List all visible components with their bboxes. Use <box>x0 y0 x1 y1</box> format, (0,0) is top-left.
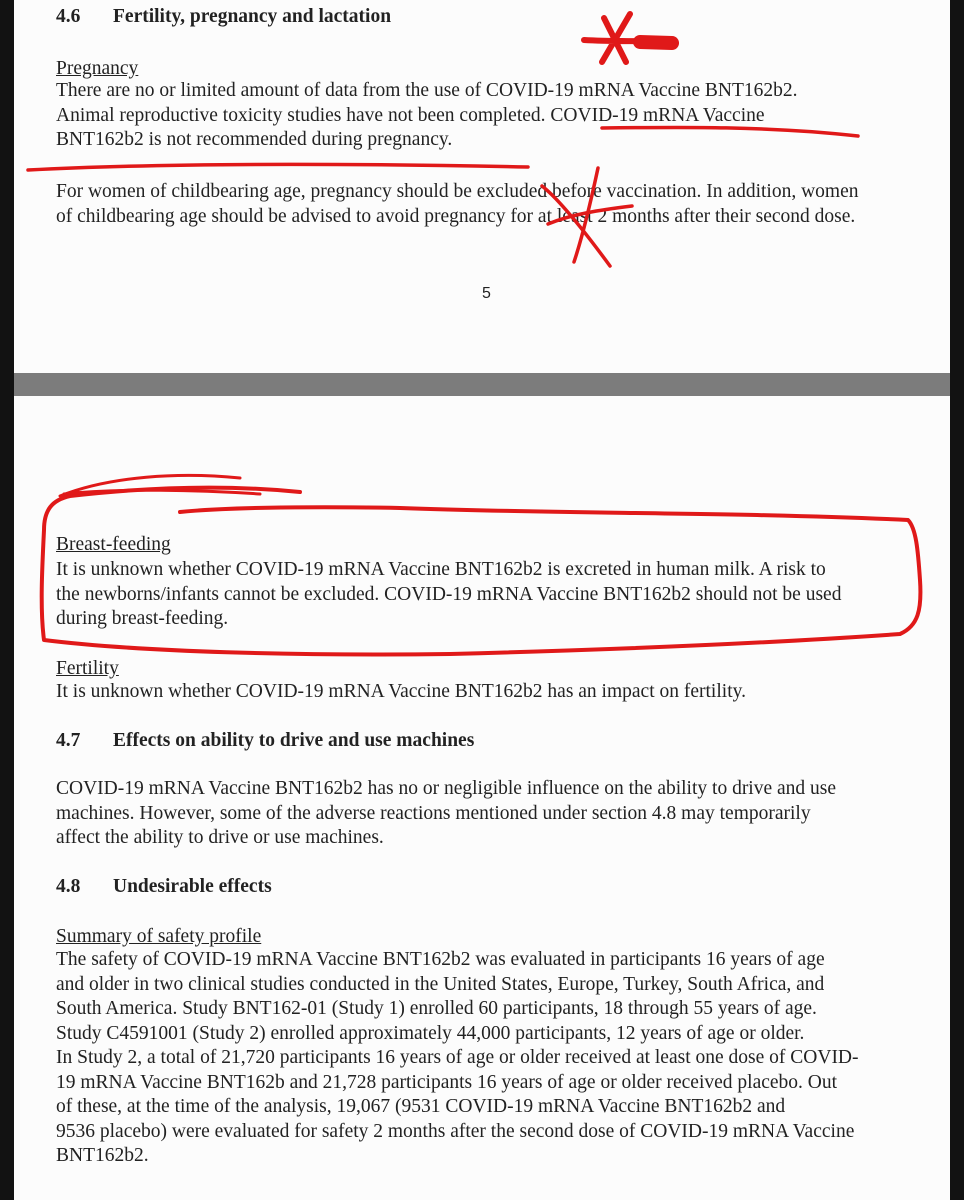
safety-profile-paragraph <box>56 948 941 1169</box>
text-line: In Study 2, a total of 21,720 participants 16 years of age or older received at least one dose of COVID- <box>56 1047 859 1068</box>
driving-paragraph <box>56 777 941 851</box>
text-line: There are no or limited amount of data from the use of COVID-19 mRNA Vaccine BNT162b2. <box>56 80 798 101</box>
text-line: 9536 placebo) were evaluated for safety 2 months after the second dose of COVID-19 mRNA Vaccine <box>56 1120 855 1142</box>
text-line: of childbearing age should be advised to avoid pregnancy for at least 2 months after their second dose. <box>56 205 856 227</box>
document-page-6 <box>0 396 964 1200</box>
page-number: 5 <box>482 285 491 302</box>
text-line: BNT162b2 is not recommended during pregnancy. <box>56 129 453 150</box>
text-line: during breast-feeding. <box>56 608 229 629</box>
section-4-7-heading <box>56 730 474 752</box>
section-title: Fertility, pregnancy and lactation <box>113 6 392 27</box>
section-number: 4.6 <box>56 6 81 27</box>
text-line: The safety of COVID-19 mRNA Vaccine BNT162b2 was evaluated in participants 16 years of age <box>56 949 825 970</box>
text-line: For women of childbearing age, pregnancy should be excluded before vaccination. In addition, women <box>56 181 859 202</box>
text-line: affect the ability to drive or use machines. <box>56 827 384 848</box>
text-line: of these, at the time of the analysis, 19,067 (9531 COVID-19 mRNA Vaccine BNT162b2 and <box>56 1096 786 1117</box>
document-page-5 <box>0 0 964 373</box>
text-line: 19 mRNA Vaccine BNT162b and 21,728 participants 16 years of age or older received placebo. Out <box>56 1071 838 1093</box>
section-number: 4.7 <box>56 730 81 751</box>
text-line: COVID-19 mRNA Vaccine BNT162b2 has no or negligible influence on the ability to drive and use <box>56 778 837 799</box>
section-title: Effects on ability to drive and use machines <box>113 730 475 751</box>
section-title: Undesirable effects <box>113 876 272 897</box>
page-divider <box>0 373 964 396</box>
childbearing-paragraph <box>56 180 941 229</box>
text-line: It is unknown whether COVID-19 mRNA Vaccine BNT162b2 has an impact on fertility. <box>56 681 746 702</box>
fertility-paragraph <box>56 680 941 705</box>
safety-profile-subheading: Summary of safety profile <box>56 926 262 947</box>
breastfeeding-paragraph <box>56 558 941 632</box>
breastfeeding-subheading: Breast-feeding <box>56 534 171 555</box>
fertility-subheading: Fertility <box>56 658 119 679</box>
text-line: Study C4591001 (Study 2) enrolled approximately 44,000 participants, 12 years of age or older. <box>56 1022 805 1044</box>
text-line: the newborns/infants cannot be excluded. COVID-19 mRNA Vaccine BNT162b2 should not be used <box>56 583 842 605</box>
pregnancy-paragraph <box>56 79 941 153</box>
text-line: It is unknown whether COVID-19 mRNA Vaccine BNT162b2 is excreted in human milk. A risk to <box>56 559 826 580</box>
section-4-8-heading <box>56 876 272 898</box>
text-line: South America. Study BNT162-01 (Study 1) enrolled 60 participants, 18 through 55 years of age. <box>56 998 817 1019</box>
text-line: machines. However, some of the adverse reactions mentioned under section 4.8 may temporarily <box>56 802 811 824</box>
section-number: 4.8 <box>56 876 81 897</box>
text-line: BNT162b2. <box>56 1145 149 1166</box>
frame-edge-left <box>0 0 14 1200</box>
frame-edge-right <box>950 0 964 1200</box>
section-4-6-heading <box>56 6 391 28</box>
text-line: and older in two clinical studies conducted in the United States, Europe, Turkey, South Africa, and <box>56 973 825 995</box>
text-line: Animal reproductive toxicity studies have not been completed. COVID-19 mRNA Vaccine <box>56 104 765 126</box>
pregnancy-subheading: Pregnancy <box>56 58 139 79</box>
